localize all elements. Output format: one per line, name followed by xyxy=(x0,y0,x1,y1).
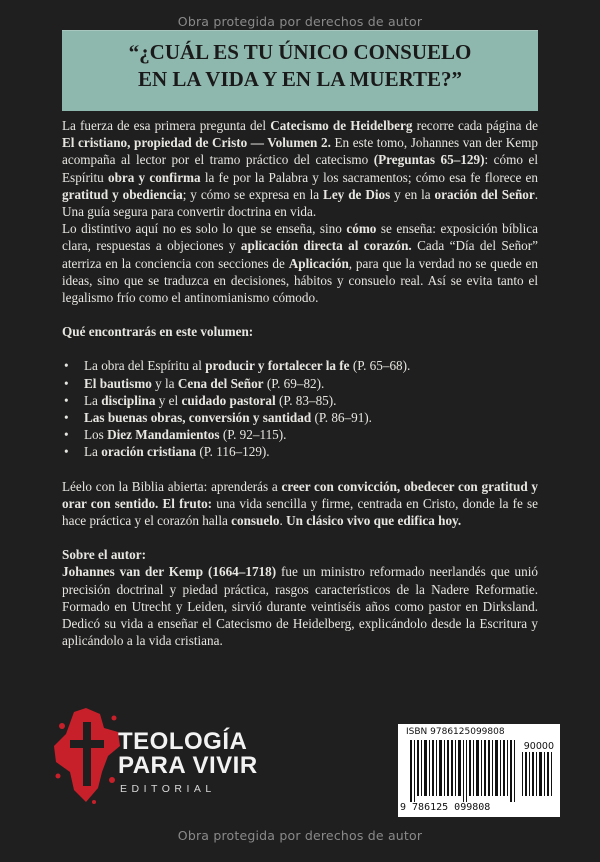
publisher-name: TEOLOGÍA PARA VIVIR xyxy=(118,728,258,779)
watermark-bottom: Obra protegida por derechos de autor xyxy=(177,828,423,843)
volume-heading: Qué encontrarás en este volumen: xyxy=(62,324,254,340)
isbn-label: ISBN 9786125099808 xyxy=(406,727,505,737)
list-item: • La disciplina y el cuidado pastoral (P. 83–85). xyxy=(62,392,538,409)
list-item: • La obra del Espíritu al producir y fortalecer la fe (P. 65–68). xyxy=(62,357,538,374)
isbn-barcode xyxy=(398,724,560,817)
price-code: 90000 xyxy=(523,741,554,752)
back-cover-text xyxy=(62,117,538,649)
cross-splatter-icon xyxy=(52,706,122,806)
banner-line-1: “¿CUÁL ES TU ÚNICO CONSUELO xyxy=(128,40,472,64)
banner-question xyxy=(62,39,538,93)
list-item: • El bautismo y la Cena del Señor (P. 69–82). xyxy=(62,375,538,392)
volume-list xyxy=(62,357,538,460)
intro-paragraph: La fuerza de esa primera pregunta del Catecismo de Heidelberg recorre cada página de El cristiano, propiedad de Cristo — Volumen 2. En este tomo, Johannes van der Kemp acompaña al lector por el tramo práctico del catecismo (Preguntas 65–129): cómo el Espíritu obra y confirma la fe por la Palabra y los sacramentos; cómo esa fe florece en gratitud y obediencia; y cómo se expresa en la Ley de Dios y en la oración del Señor. Una guía segura para convertir doctrina en vida. xyxy=(62,118,539,220)
list-item: • La oración cristiana (P. 116–129). xyxy=(62,443,538,460)
ean-digits: 9 786125 099808 xyxy=(400,802,491,813)
list-item: • Las buenas obras, conversión y santidad (P. 86–91). xyxy=(62,409,538,426)
distinctive-paragraph: Lo distintivo aquí no es solo lo que se enseña, sino cómo se enseña: exposición bíblica clara, respuestas a objeciones y aplicación directa al corazón. Cada “Día del Señor” aterriza en la conciencia con secciones de Aplicación, para que la verdad no se quede en ideas, sino que se traduzca en decisiones, hábitos y consuelo real. Así se evita tanto el legalismo frío como el antinomianismo cómodo. xyxy=(62,221,538,306)
watermark-top: Obra protegida por derechos de autor xyxy=(177,14,423,29)
title-banner xyxy=(62,30,538,111)
closing-paragraph: Léelo con la Biblia abierta: aprenderás a creer con convicción, obedecer con gratitud y orar con sentido. El fruto: una vida sencilla y firme, centrada en Cristo, donde la fe se hace práctica y el corazón halla consuelo. Un clásico vivo que edifica hoy. xyxy=(62,478,539,529)
author-paragraph: Johannes van der Kemp (1664–1718) fue un ministro reformado neerlandés que unió precisión doctrinal y piedad práctica, rasgos característicos de la Nadere Reformatie. Formado en Utrecht y Leiden, sirvió durante veintiséis años como pastor en Dirksland. Dedicó su vida a enseñar el Catecismo de Heidelberg, explicándolo desde la Escritura y aplicándolo a la vida cristiana. xyxy=(62,564,539,649)
banner-line-2: EN LA VIDA Y EN LA MUERTE?” xyxy=(137,67,463,91)
list-item: • Los Diez Mandamientos (P. 92–115). xyxy=(62,426,538,443)
author-heading: Sobre el autor: xyxy=(62,547,146,563)
publisher-subtitle: EDITORIAL xyxy=(120,783,216,795)
